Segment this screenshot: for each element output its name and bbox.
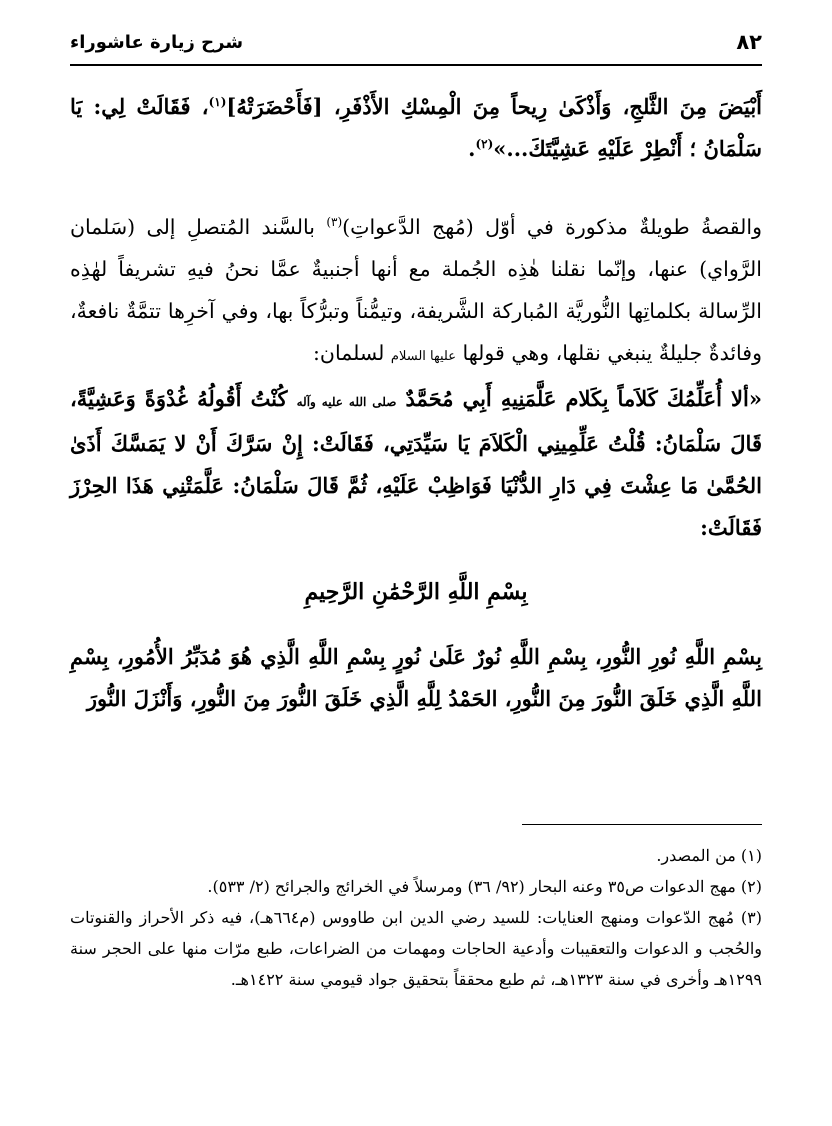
footnote-divider	[522, 824, 762, 825]
main-text	[70, 86, 762, 741]
story-text-c: لسلمان:	[313, 341, 391, 365]
page-header	[70, 28, 762, 66]
prayer-text: بِسْمِ اللَّهِ نُورِ النُّورِ، بِسْمِ اللَّهِ نُورٌ عَلَىٰ نُورٍ بِسْمِ اللَّهِ الَّذِي هُوَ مُدَبِّرُ الأُمُورِ، بِسْمِ اللَّهِ الَّذِي خَلَقَ النُّورَ مِنَ النُّورِ، الحَمْدُ لِلَّهِ الَّذِي خَلَقَ النُّورَ مِنَ النُّورِ، وَأَنْزَلَ النُّورَ	[70, 644, 762, 711]
story-text-a: والقصةُ طويلةٌ مذكورة في أوّل (مُهج الدَّعواتِ)	[342, 215, 762, 239]
footnote-3: (٣) مُهج الدّعوات ومنهج العنايات: للسيد رضي الدين ابن طاووس (م٦٦٤هـ)، فيه ذكر الأحراز والقنوتات والحُجب و الدعوات والتعقيبات وأدعية الحاجات ومهمات من الضراعات، طبع مرّات منها على الحجر سنة ١٢٩٩هـ وأخرى في سنة ١٣٢٣هـ، ثم طبع محققاً بتحقيق جواد قيومي سنة ١٤٢٢هـ.	[70, 908, 762, 989]
hadith-paragraph	[70, 378, 762, 549]
running-title: شرح زيارة عاشوراء	[70, 32, 244, 53]
footnote-ref-2: (٢)	[475, 137, 494, 151]
quote-paragraph	[70, 86, 762, 170]
quote-text-b: ، فَقَالَتْ لِي: يَا سَلْمَانُ ؛ أَنْطِرْ عَلَيْهِ عَشِيَّتَكَ...»	[70, 94, 762, 161]
footnote-ref-1: (١)	[208, 95, 227, 109]
footnote-2: (٢) مهج الدعوات ص٣٥ وعنه البحار (٩٢/ ٣٦) ومرسلاً في الخرائج والجرائح (٢/ ٥٣٣).	[207, 877, 762, 896]
footnote-1: (١) من المصدر.	[656, 846, 762, 865]
story-paragraph	[70, 206, 762, 378]
footnote-ref-3: (٣)	[326, 215, 343, 230]
footnotes	[70, 840, 762, 995]
honorific-glyph: عليها السلام	[390, 349, 456, 364]
basmala: بِسْمِ اللَّهِ الرَّحْمَٰنِ الرَّحِيمِ	[304, 579, 528, 605]
hadith-text-b: كُنْتُ أَقُولُهُ غُدْوَةً وَعَشِيَّةً، قَالَ سَلْمَانُ: قُلْتُ عَلِّمِينِي الْكَلاَمَ يَا سَيِّدَتِي، فَقَالَتْ: إِنْ سَرَّكَ أَنْ لا يَمَسَّكَ أَذَىٰ الحُمَّىٰ مَا عِشْتَ فِي دَارِ الدُّنْيَا فَوَاظِبْ عَلَيْهِ، ثُمَّ قَالَ سَلْمَانُ: عَلَّمَتْنِي هَذَا الحِرْزَ فَقَالَتْ:	[70, 386, 762, 540]
honorific-glyph-prophet: صلى الله عليه وآله	[296, 395, 397, 409]
quote-end: .	[468, 136, 476, 161]
quote-text-a: أَبْيَضَ مِنَ الثَّلجِ، وَأَذْكَىٰ رِيحاً مِنَ الْمِسْكِ الأَذْفَرِ، [فَأَحْضَرَتْهُ]	[226, 94, 762, 119]
hadith-text-a: «ألا أُعَلِّمُكَ كَلاَماً بِكَلام عَلَّمَنِيهِ أَبِي مُحَمَّدٌ	[396, 386, 762, 411]
story-text-b: بالسَّند المُتصلِ إلى (سَلمان الرَّواي) عنها، وإنّما نقلنا هٰذِه الجُملة مع أنها أجنبيةٌ عمَّا نحنُ فيهِ تشريفاً لهٰذِه الرِّسالة بكلماتِها النُّوريَّة المُباركة الشَّريفة، وتيمُّناً وتبرُّكاً بها، وفي آخرِها تتمَّةٌ نافعةٌ، وفائدةٌ جليلةٌ ينبغي نقلها، وهي قولها	[70, 215, 762, 365]
page-number: ٨٢	[736, 30, 762, 54]
